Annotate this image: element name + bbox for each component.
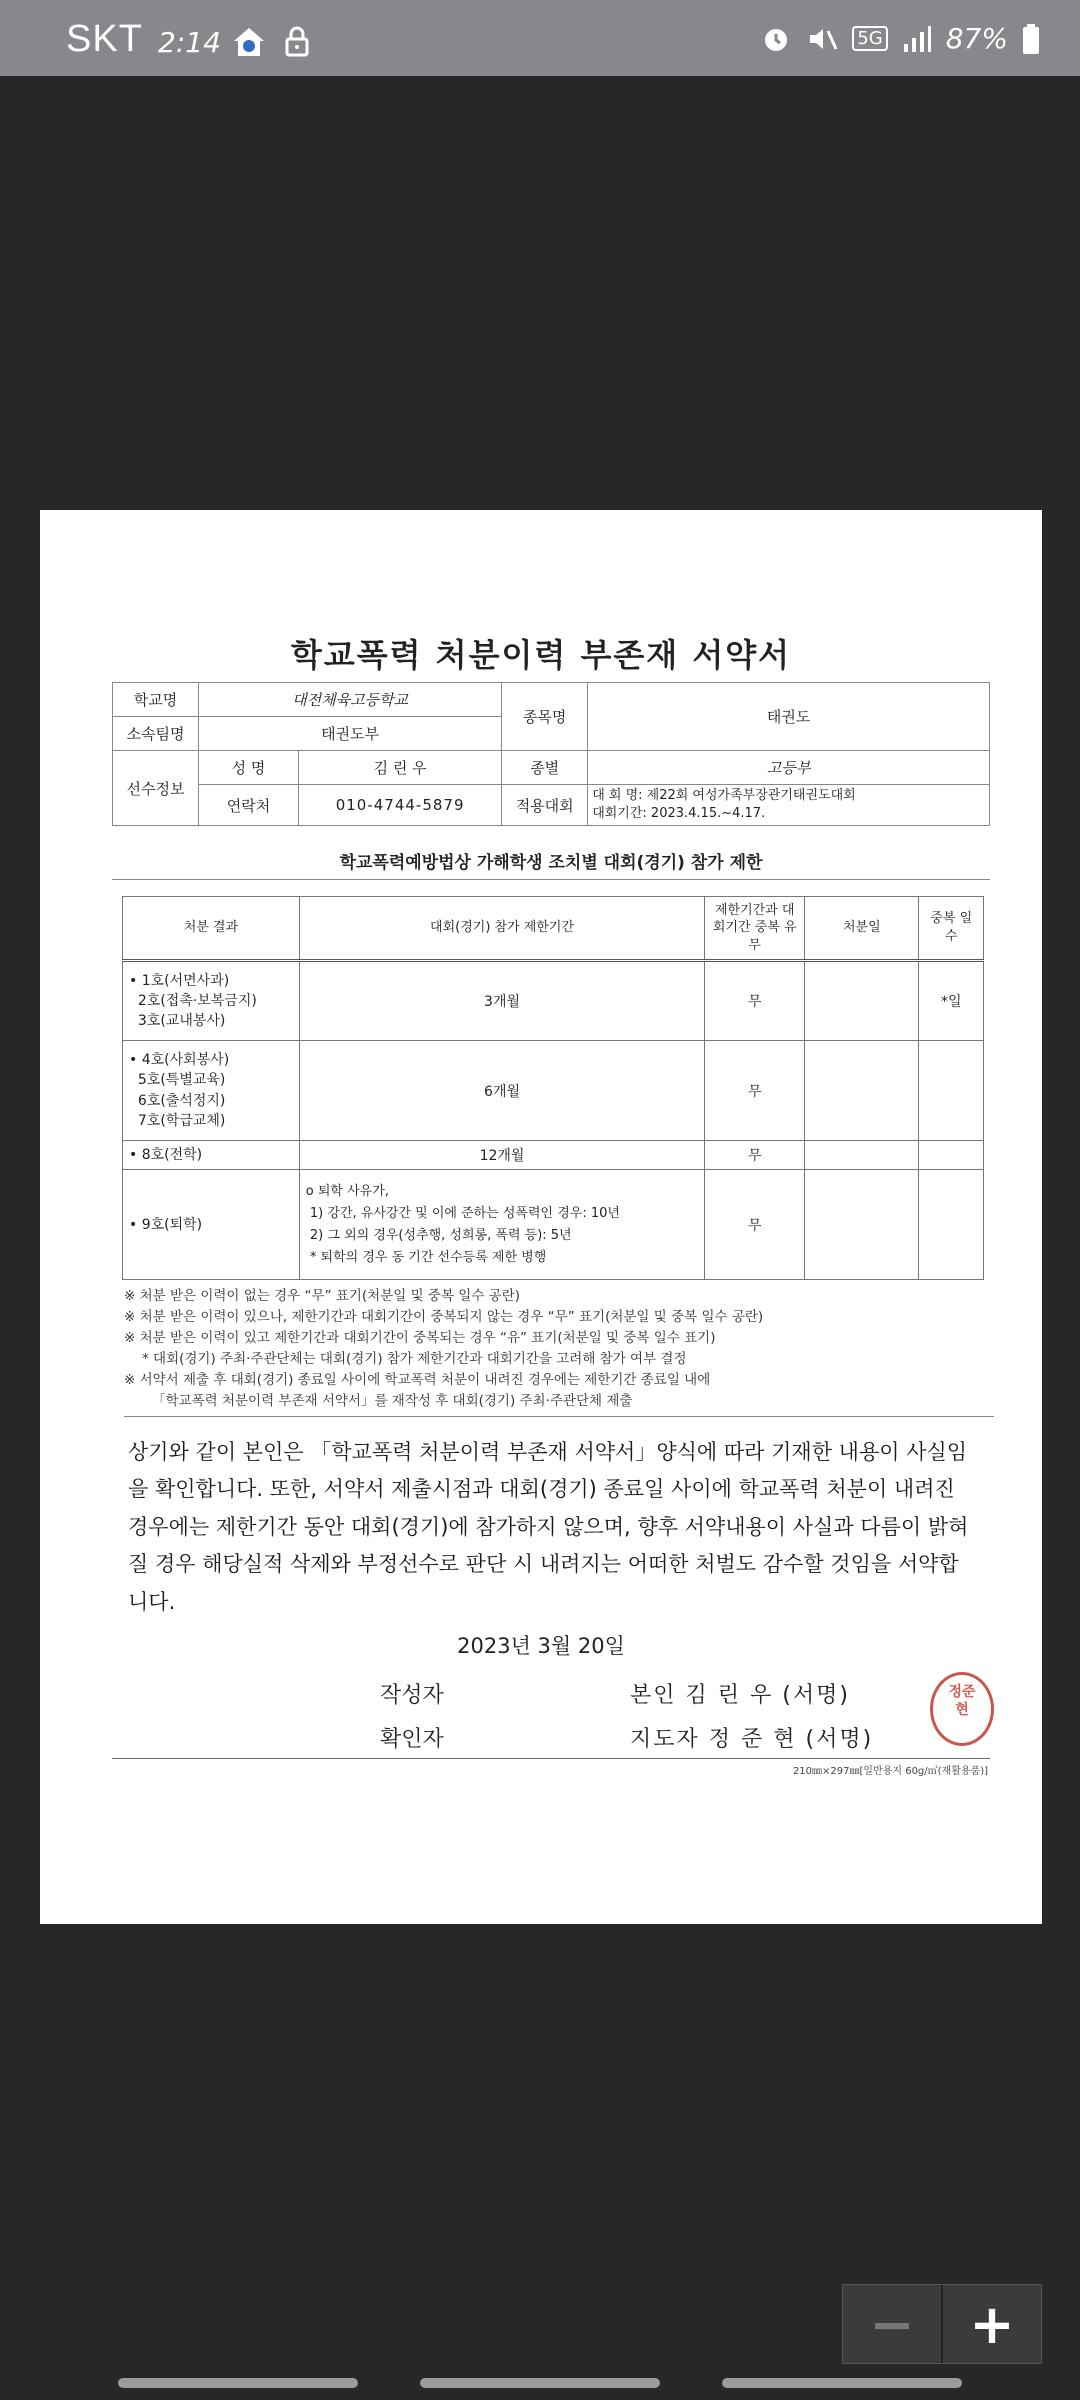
mute-icon [806,23,838,55]
nav-recents-button[interactable] [118,2378,358,2388]
table-row [123,961,984,1041]
nav-home-button[interactable] [420,2378,660,2388]
navigation-bar [0,2372,1080,2400]
carrier-label: SKT [66,18,143,60]
status-bar [0,0,1080,76]
event-name: 대 회 명: 제22회 여성가족부장관기태권도대회 [592,788,856,803]
row-days [919,1170,984,1280]
row-period: 3개월 [299,961,705,1041]
row-period: o 퇴학 사유가, 1) 강간, 유사강간 및 이에 준하는 성폭력인 경우: 10년 2) 그 외의 경우(성추행, 성희롱, 폭력 등): 5년 * 퇴학의 경우 동 기간 선수등록 제한 병행 [299,1170,705,1280]
row-overlap: 무 [705,1170,805,1280]
event-period: 대회기간: 2023.4.15.~4.17. [592,806,766,822]
footnote: 「학교폭력 처분이력 부존재 서약서」를 재작성 후 대회(경기) 주최·주관단체 제출 [152,1392,633,1409]
row-date [805,1170,919,1280]
section-title: 학교폭력예방법상 가해학생 조치별 대회(경기) 참가 제한 [112,848,990,880]
footnote: ※ 처분 받은 이력이 있으나, 제한기간과 대회기간이 중복되지 않는 경우 “무” 표기(처분일 및 중복 일수 공란) [124,1308,764,1325]
confirmer-label: 확인자 [380,1727,444,1752]
footnotes [124,1286,994,1417]
footnote: * 대회(경기) 주최·주관단체는 대회(경기) 참가 제한기간과 대회기간을 고려해 참가 여부 결정 [142,1350,687,1367]
footnote: ※ 처분 받은 이력이 있고 제한기간과 대회기간이 중복되는 경우 “유” 표기(처분일 및 중복 일수 표기) [124,1329,716,1346]
gender-value: 고등부 [588,751,990,785]
team-value: 태권도부 [199,717,502,751]
row-result: • 1호(서면사과) 2호(접촉·보복금지) 3호(교내봉사) [123,961,300,1041]
player-label: 선수정보 [113,751,199,826]
footnote: ※ 처분 받은 이력이 없는 경우 “무” 표기(처분일 및 중복 일수 공란) [124,1288,521,1304]
row-days: *일 [919,961,984,1041]
zoom-in-button[interactable]: + [969,2292,1015,2356]
name-value: 김 린 우 [299,751,502,785]
paper-spec: 210㎜×297㎜[일반용지 60g/㎡(재활용품)] [792,1766,988,1777]
sport-value: 태권도 [588,683,990,751]
row-date [805,1141,919,1170]
table-row [123,1141,984,1170]
network-badge: 5G [852,26,887,51]
signal-icon [902,24,932,54]
row-overlap: 무 [705,1041,805,1141]
event-label: 적용대회 [502,785,588,826]
row-date [805,1041,919,1141]
nav-back-button[interactable] [722,2378,962,2388]
pledge-date: 2023년 3월 20일 [457,1634,625,1658]
document-page[interactable] [40,510,1042,1924]
writer-label: 작성자 [380,1683,444,1708]
row-result: • 4호(사회봉사) 5호(특별교육) 6호(출석정지) 7호(학급교체) [123,1041,300,1141]
row-overlap: 무 [705,961,805,1041]
contact-label: 연락처 [199,785,299,826]
divider [112,1758,990,1759]
contact-value: 010-4744-5879 [299,785,502,826]
school-value: 대전체육고등학교 [199,683,502,717]
writer-signature: 본인 김 린 우 (서명) [630,1683,850,1708]
team-label: 소속팀명 [113,717,199,751]
pledge-text: 상기와 같이 본인은 「학교폭력 처분이력 부존재 서약서」양식에 따라 기재한 내용이 사실임을 확인합니다. 또한, 서약서 제출시점과 대회(경기) 종료일 사이에 학교폭력 처분이 내려진 경우에는 제한기간 동안 대회(경기)에 참가하지 않으며, 향후 서약내용이 사실과 다름이 밝혀질 경우 해당실적 삭제와 부정선수로 판단 시 내려지는 어떠한 처벌도 감수할 것임을 서약합니다. [128,1440,969,1614]
table-row [123,1170,984,1280]
row-result: • 9호(퇴학) [123,1170,300,1280]
battery-percent: 87% [945,22,1008,55]
zoom-out-button[interactable]: − [843,2285,943,2363]
lock-icon [284,26,310,58]
col-header-date: 처분일 [805,897,919,961]
info-table [112,682,990,826]
row-days [919,1141,984,1170]
confirmer-signature: 지도자 정 준 현 (서명) [630,1727,874,1752]
footnote: ※ 서약서 제출 후 대회(경기) 종료일 사이에 학교폭력 처분이 내려진 경우에는 제한기간 종료일 내에 [124,1371,711,1388]
row-period: 6개월 [299,1041,705,1141]
alarm-icon [760,23,792,55]
col-header-result: 처분 결과 [123,897,300,961]
col-header-overlap: 제한기간과 대회기간 중복 유무 [705,897,805,961]
row-overlap: 무 [705,1141,805,1170]
school-label: 학교명 [113,683,199,717]
sport-label: 종목명 [502,683,588,751]
row-result: • 8호(전학) [123,1141,300,1170]
row-days [919,1041,984,1141]
table-row [123,1041,984,1141]
row-date [805,961,919,1041]
col-header-days: 중복 일수 [919,897,984,961]
name-label: 성 명 [199,751,299,785]
home-app-icon [232,26,266,58]
battery-icon [1022,23,1040,55]
red-seal-stamp: 정준현 [930,1672,994,1746]
row-period: 12개월 [299,1141,705,1170]
document-title: 학교폭력 처분이력 부존재 서약서 [290,636,792,674]
col-header-period: 대회(경기) 참가 제한기간 [299,897,705,961]
gender-label: 종별 [502,751,588,785]
zoom-controls [842,2284,1042,2364]
clock: 2:14 [158,26,221,59]
sanction-table [122,896,984,1280]
